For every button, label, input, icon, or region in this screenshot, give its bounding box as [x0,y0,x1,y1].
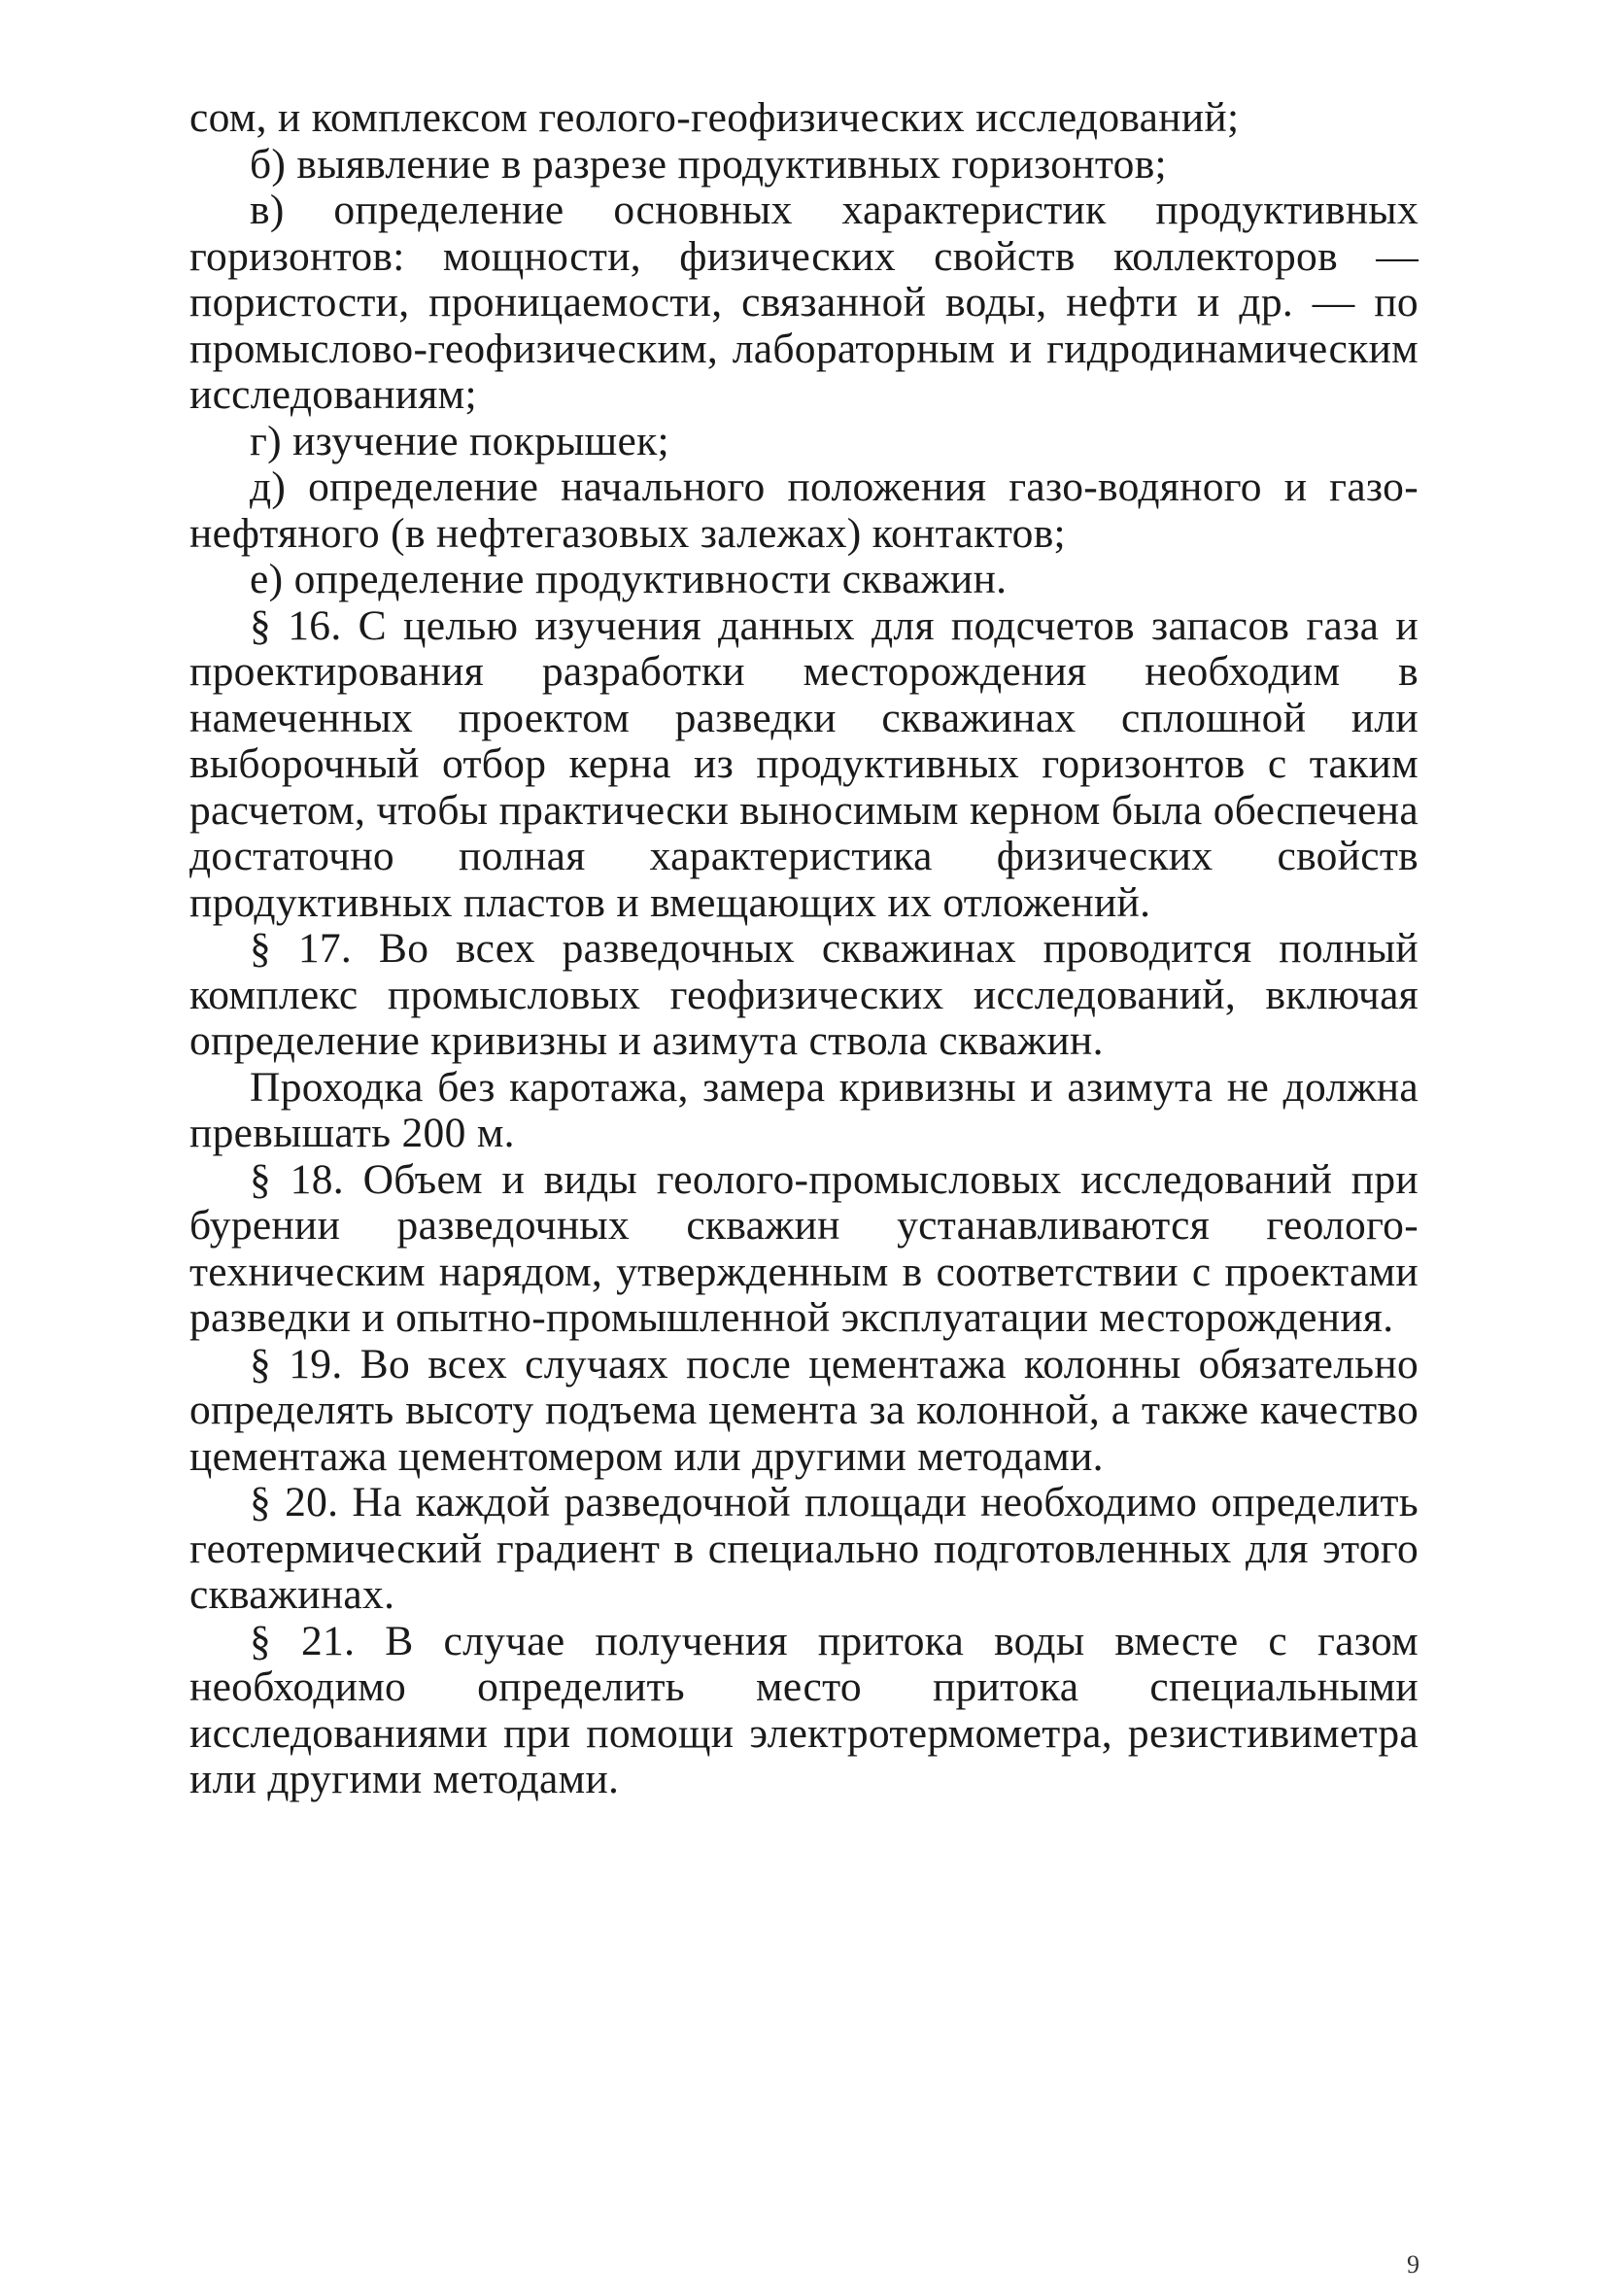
paragraph-section-20: § 20. На каждой разведочной площади необходимо определить геотермический градиент в специально подготовленных для этого скважинах. [189,1479,1419,1618]
paragraph-section-19: § 19. Во всех случаях после цементажа колонны обязательно определять высоту подъема цемента за колонной, а также качество цементажа цементомером или другими методами. [189,1340,1419,1480]
paragraph-item-b: б) выявление в разрезе продуктивных горизонтов; [250,140,1167,188]
paragraph-section-16: § 16. С целью изучения данных для подсчетов запасов газа и проектирования разработки месторождения необходим в намеченных проектом разведки скважинах сплошной или выборочный отбор керна из продуктивных горизонтов с таким расчетом, чтобы практически выносимым керном была обеспечена достаточно полная характеристика физических свойств продуктивных пластов и вмещающих их отложений. [189,601,1419,926]
document-body [189,95,1419,1803]
paragraph-section-17-note: Проходка без каротажа, замера кривизны и азимута не должна превышать 200 м. [189,1063,1419,1156]
paragraph-continuation: сом, и комплексом геолого-геофизических исследований; [189,94,1240,141]
paragraph-item-g: г) изучение покрышек; [250,417,669,464]
paragraph-item-v: в) определение основных характеристик продуктивных горизонтов: мощности, физических свойств коллекторов — пористости, проницаемости, связанной воды, нефти и др. — по промыслово-геофизическим, лабораторным и гидродинамическим исследованиям; [189,187,1419,418]
paragraph-section-21: § 21. В случае получения притока воды вместе с газом необходимо определить место притока специальными исследованиями при помощи электротермометра, резистивиметра или другими методами. [189,1617,1419,1802]
page-number: 9 [1407,2250,1419,2279]
paragraph-section-18: § 18. Объем и виды геолого-промысловых исследований при бурении разведочных скважин устанавливаются геолого-техническим нарядом, утвержденным в соответствии с проектами разведки и опытно-промышленной эксплуатации месторождения. [189,1155,1419,1341]
paragraph-section-17: § 17. Во всех разведочных скважинах проводится полный комплекс промысловых геофизических исследований, включая определение кривизны и азимута ствола скважин. [189,925,1419,1064]
paragraph-item-e: е) определение продуктивности скважин. [250,556,1008,602]
paragraph-item-d: д) определение начального положения газо-водяного и газо-нефтяного (в нефтегазовых залежах) контактов; [189,463,1419,557]
